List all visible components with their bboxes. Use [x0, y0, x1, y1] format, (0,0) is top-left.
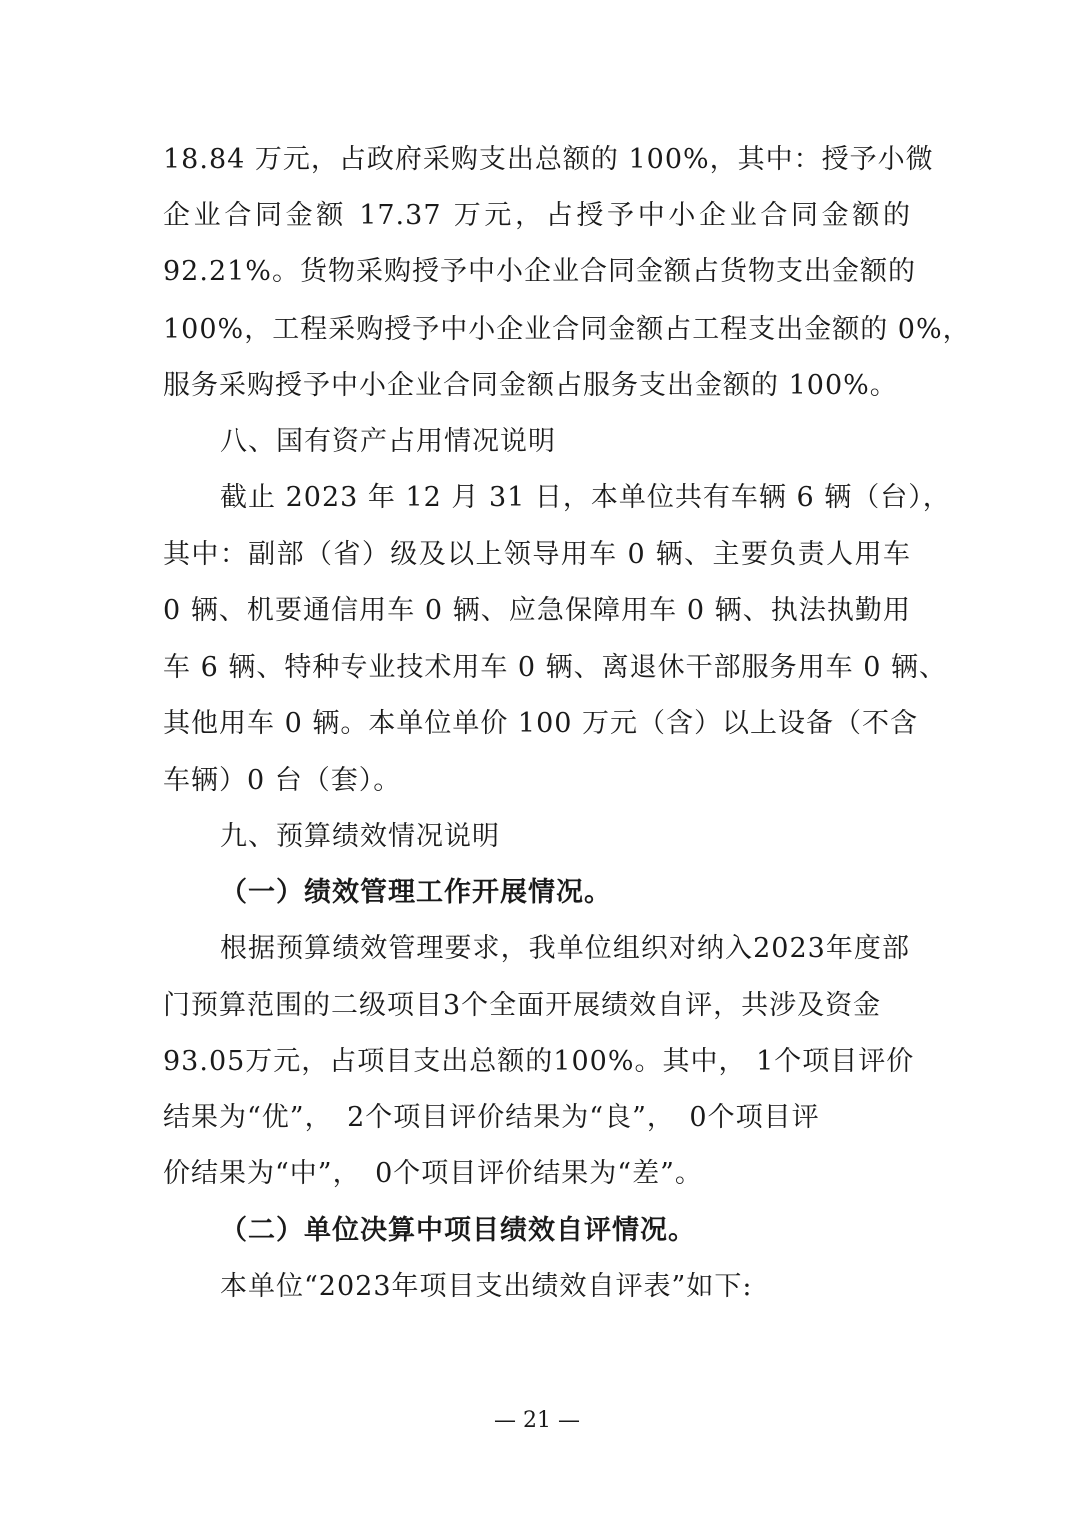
- text-line: 0 辆、机要通信用车 0 辆、应急保障用车 0 辆、执法执勤用: [163, 595, 911, 626]
- page-number: — 21 —: [494, 1408, 580, 1433]
- text-line: 100%，工程采购授予中小企业合同金额占工程支出金额的 0%，: [163, 314, 971, 345]
- text-line: 车辆）0 台（套）。: [163, 765, 402, 796]
- section-heading: 九、预算绩效情况说明: [220, 821, 500, 852]
- text-line: 服务采购授予中小企业合同金额占服务支出金额的 100%。: [163, 370, 898, 401]
- text-line: 根据预算绩效管理要求，我单位组织对纳入2023年度部: [220, 933, 910, 964]
- subsection-heading: （二）单位决算中项目绩效自评情况。: [220, 1215, 696, 1246]
- text-line: 18.84 万元，占政府采购支出总额的 100%，其中：授予小微: [163, 144, 934, 175]
- text-line: 价结果为“中”， 0个项目评价结果为“差”。: [163, 1158, 703, 1189]
- text-line: 企业合同金额 17.37 万元，占授予中小企业合同金额的: [163, 200, 911, 231]
- text-line: 其他用车 0 辆。本单位单价 100 万元（含）以上设备（不含: [163, 708, 919, 739]
- subsection-heading: （一）绩效管理工作开展情况。: [220, 877, 612, 908]
- section-heading: 八、国有资产占用情况说明: [220, 426, 556, 457]
- text-line: 门预算范围的二级项目3个全面开展绩效自评，共涉及资金: [163, 990, 882, 1021]
- text-line: 92.21%。货物采购授予中小企业合同金额占货物支出金额的: [163, 256, 916, 287]
- text-line: 本单位“2023年项目支出绩效自评表”如下:: [220, 1271, 753, 1302]
- text-line: 其中：副部（省）级及以上领导用车 0 辆、主要负责人用车: [163, 539, 911, 570]
- text-line: 截止 2023 年 12 月 31 日，本单位共有车辆 6 辆（台），: [220, 482, 951, 513]
- text-line: 93.05万元，占项目支出总额的100%。其中， 1个项目评价: [163, 1046, 915, 1077]
- text-line: 车 6 辆、特种专业技术用车 0 辆、离退休干部服务用车 0 辆、: [163, 652, 948, 683]
- text-line: 结果为“优”， 2个项目评价结果为“良”， 0个项目评: [163, 1102, 820, 1133]
